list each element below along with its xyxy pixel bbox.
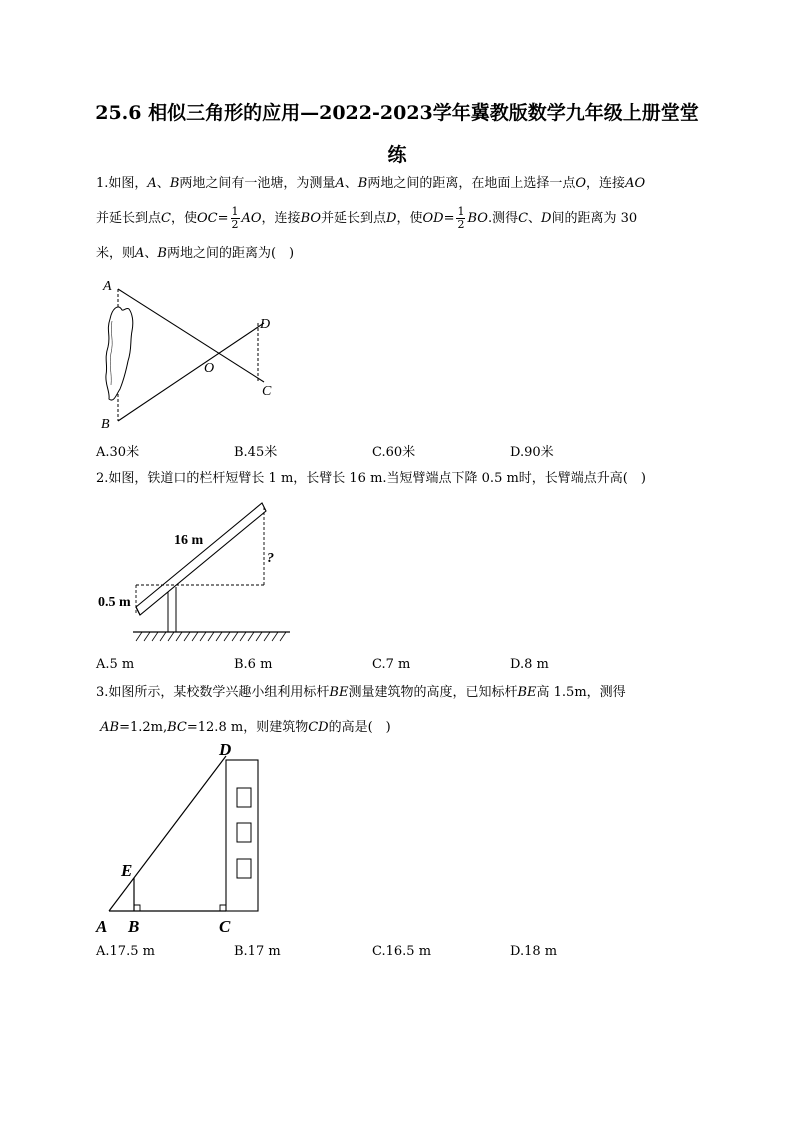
q2-option-b[interactable]: B.6 m — [234, 657, 273, 672]
label-b: B — [101, 417, 110, 432]
q2-option-a[interactable]: A.5 m — [96, 657, 135, 672]
label-c: C — [262, 384, 272, 399]
barrier-arm — [136, 503, 266, 615]
label-e: E — [121, 861, 133, 880]
q3-option-c[interactable]: C.16.5 m — [372, 944, 432, 959]
q3-line-2: AB=1.2m,BC=12.8 m，则建筑物CD的高是( ) — [100, 720, 391, 735]
right-angle-c — [220, 905, 226, 911]
question-2-options — [96, 657, 696, 677]
label-d: D — [260, 317, 271, 332]
line-bd — [118, 323, 264, 421]
building-window-1 — [237, 788, 251, 807]
q1-line-2: 并延长到点C，使OC= $\frac{1}{2}$ AO，连接BO并延长到点D，使OD= $\frac{1}{2}$ BO.测得C、D间的距离为 30 — [96, 205, 638, 231]
line-ac — [118, 289, 264, 382]
label-a: A — [103, 279, 112, 294]
q3-option-b[interactable]: B.17 m — [234, 944, 281, 959]
page-title — [90, 92, 704, 176]
label-long-arm: 16 m — [174, 533, 204, 548]
q2-line-1: 2.如图，铁道口的栏杆短臂长 1 m，长臂长 16 m.当短臂端点下降 0.5 m时，长臂端点升高( ) — [96, 471, 646, 486]
figure-2-barrier-diagram — [96, 495, 296, 645]
question-1-text — [96, 166, 706, 271]
q1-line-1: 1.如图，A、B两地之间有一池塘，为测量A、B两地之间的距离，在地面上选择一点O，连接AO — [96, 176, 646, 191]
title-line-1: 25.6 相似三角形的应用—2022-2023学年冀教版数学九年级上册堂堂 — [95, 102, 699, 124]
q2-option-c[interactable]: C.7 m — [372, 657, 411, 672]
line-ad — [109, 756, 226, 911]
label-c: C — [219, 917, 231, 936]
right-angle-b — [134, 905, 140, 911]
title-line-2: 练 — [387, 144, 407, 166]
question-2-text — [96, 461, 706, 496]
q1-line-3: 米，则A、B两地之间的距离为( ) — [96, 246, 295, 261]
label-question: ? — [267, 551, 274, 566]
q3-line-1: 3.如图所示，某校数学兴趣小组利用标杆BE测量建筑物的高度，已知标杆BE高 1.5m，测得 — [96, 685, 626, 700]
fraction-half: $\frac{1}{2}$ — [457, 205, 465, 231]
figure-1-pond-diagram — [96, 275, 296, 435]
ground-hatching — [136, 632, 286, 641]
figure-3-building-diagram — [96, 738, 296, 938]
question-3-options — [96, 944, 696, 964]
label-a: A — [96, 917, 108, 936]
building-window-2 — [237, 823, 251, 842]
q2-option-d[interactable]: D.8 m — [510, 657, 549, 672]
q3-option-d[interactable]: D.18 m — [510, 944, 558, 959]
q1-option-d[interactable]: D.90米 — [510, 445, 554, 460]
question-3-text — [96, 675, 706, 745]
building-window-3 — [237, 859, 251, 878]
q3-option-a[interactable]: A.17.5 m — [96, 944, 155, 959]
q1-option-c[interactable]: C.60米 — [372, 445, 416, 460]
fraction-half: $\frac{1}{2}$ — [231, 205, 239, 231]
q1-option-b[interactable]: B.45米 — [234, 445, 278, 460]
label-o: O — [204, 361, 215, 376]
label-b: B — [128, 917, 140, 936]
pond-shape — [106, 307, 133, 400]
label-d: D — [219, 740, 232, 759]
question-1-options — [96, 441, 696, 461]
q1-option-a[interactable]: A.30米 — [96, 445, 140, 460]
label-short-drop: 0.5 m — [98, 595, 131, 610]
